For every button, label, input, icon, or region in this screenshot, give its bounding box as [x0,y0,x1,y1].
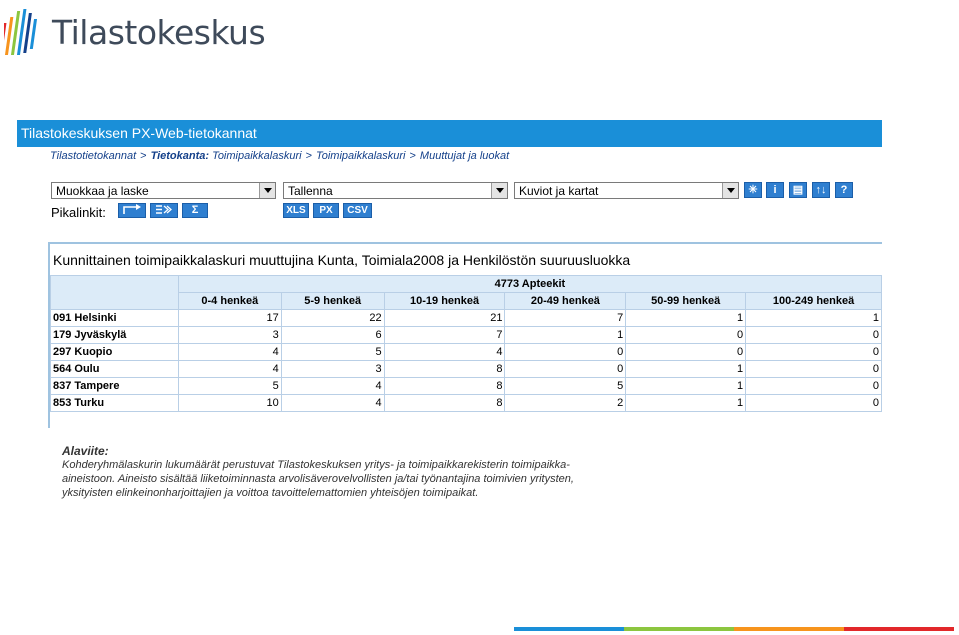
table-cell: 4 [281,378,384,395]
table-row [51,327,882,344]
dropdown-value: Tallenna [288,184,333,198]
charts-and-maps-dropdown[interactable] [514,182,739,199]
table-cell: 5 [281,344,384,361]
column-header: 0-4 henkeä [178,293,281,310]
brand-bar-segment [844,627,954,631]
table-cell: 4 [281,395,384,412]
column-header: 5-9 henkeä [281,293,384,310]
chevron-down-icon [722,183,738,198]
table-cell: 0 [505,361,626,378]
page-title: Tilastokeskuksen PX-Web-tietokannat [21,125,257,141]
table-cell: 1 [505,327,626,344]
print-icon[interactable]: ▤ [789,182,807,198]
rotate-arrow-icon [121,204,143,215]
info-icon[interactable]: i [766,182,784,198]
table-cell: 1 [746,310,882,327]
column-header: 50-99 henkeä [626,293,746,310]
table-cell: 0 [505,344,626,361]
rotate-table-button[interactable] [118,203,146,218]
table-row [51,344,882,361]
table-cell: 6 [281,327,384,344]
tilastokeskus-logo[interactable] [4,4,265,60]
brand-bar-segment [624,627,734,631]
brand-color-bar [514,627,954,631]
breadcrumb-item-variables[interactable]: Muuttujat ja luokat [419,150,510,162]
table-cell: 1 [626,361,746,378]
breadcrumb [50,150,509,162]
table-cell: 1 [626,395,746,412]
footnote-line: aineistoon. Aineisto sisältää liiketoiminnasta arvolisäverovelvollisten ja/tai työnantajina toimivien yritysten, [62,473,574,485]
chevron-down-icon [259,183,275,198]
table-cell: 0 [746,344,882,361]
result-table-box [48,242,882,428]
chevron-down-icon [491,183,507,198]
column-header: 20-49 henkeä [505,293,626,310]
pivot-button[interactable] [150,203,178,218]
table-cell: 5 [505,378,626,395]
footnote-heading: Alaviite: [62,444,109,458]
table-cell: 17 [178,310,281,327]
breadcrumb-item-table[interactable]: Toimipaikkalaskuri [316,150,406,162]
row-label: 564 Oulu [51,361,179,378]
table-cell: 4 [384,344,505,361]
table-cell: 8 [384,378,505,395]
table-cell: 0 [746,361,882,378]
column-header: 10-19 henkeä [384,293,505,310]
table-cell: 10 [178,395,281,412]
table-cell: 0 [746,395,882,412]
column-group-header: 4773 Apteekit [178,276,881,293]
dropdown-value: Kuviot ja kartat [519,184,599,198]
row-label: 853 Turku [51,395,179,412]
logo-mark-icon [4,5,46,59]
brand-bar-segment [514,627,624,631]
brand-bar-segment [734,627,844,631]
table-row [51,395,882,412]
help-icon[interactable]: ? [835,182,853,198]
px-button[interactable]: PX [313,203,339,218]
footnote-line: Kohderyhmälaskurin lukumäärät perustuvat Tilastokeskuksen yritys- ja toimipaikkarekisterin toimipaikka- [62,459,570,471]
breadcrumb-separator: > [140,150,147,162]
table-cell: 4 [178,361,281,378]
table-cell: 0 [746,378,882,395]
breadcrumb-item-database[interactable]: Toimipaikkalaskuri [212,150,302,162]
table-corner [51,276,179,310]
table-row [51,378,882,395]
breadcrumb-separator: > [409,150,416,162]
table-cell: 3 [281,361,384,378]
table-row [51,310,882,327]
xls-button[interactable]: XLS [283,203,309,218]
row-label: 091 Helsinki [51,310,179,327]
table-cell: 0 [746,327,882,344]
quicklinks-label: Pikalinkit: [51,205,106,220]
footnote [62,444,662,500]
table-title: Kunnittainen toimipaikkalaskuri muuttujina Kunta, Toimiala2008 ja Henkilöstön suuruusluokka [53,252,631,268]
table-cell: 21 [384,310,505,327]
sum-icon[interactable]: Σ [182,203,208,218]
table-cell: 7 [505,310,626,327]
row-label: 179 Jyväskylä [51,327,179,344]
result-table [50,275,882,412]
row-label: 837 Tampere [51,378,179,395]
breadcrumb-item-tilastotietokannat[interactable]: Tilastotietokannat [50,150,137,162]
sort-icon[interactable]: ↑↓ [812,182,830,198]
table-cell: 1 [626,310,746,327]
dropdown-value: Muokkaa ja laske [56,184,149,198]
breadcrumb-database-label: Tietokanta: [150,150,210,162]
table-cell: 8 [384,395,505,412]
csv-button[interactable]: CSV [343,203,372,218]
title-bar [17,120,882,147]
table-cell: 8 [384,361,505,378]
column-header: 100-249 henkeä [746,293,882,310]
asterisk-icon[interactable]: ✳ [744,182,762,198]
table-cell: 0 [626,327,746,344]
save-dropdown[interactable] [283,182,508,199]
table-cell: 7 [384,327,505,344]
table-cell: 2 [505,395,626,412]
table-cell: 1 [626,378,746,395]
edit-and-calculate-dropdown[interactable] [51,182,276,199]
table-cell: 0 [626,344,746,361]
table-cell: 4 [178,344,281,361]
footnote-line: yksityisten elinkeinonharjoittajien ja voittoa tavoittelemattomien yhteisöjen toimipaikat. [62,487,479,499]
table-cell: 5 [178,378,281,395]
table-row [51,361,882,378]
table-cell: 22 [281,310,384,327]
pivot-icon [154,204,174,215]
breadcrumb-separator: > [305,150,313,162]
row-label: 297 Kuopio [51,344,179,361]
logo-text: Tilastokeskus [52,12,266,52]
table-cell: 3 [178,327,281,344]
